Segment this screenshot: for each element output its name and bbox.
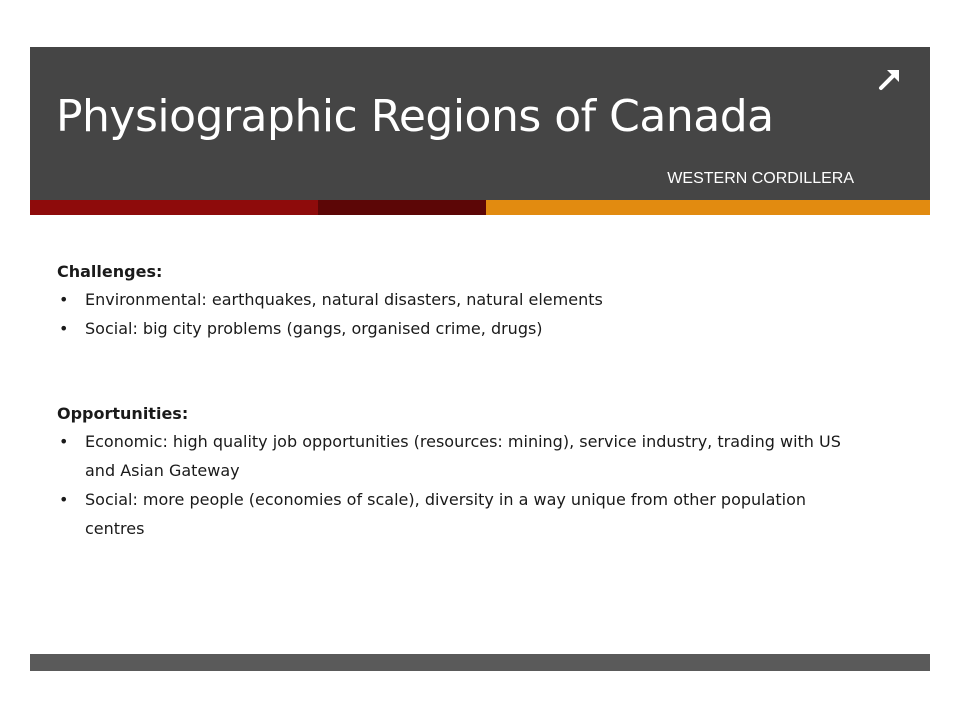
bullet-icon: • [59,432,69,451]
list-item [57,285,867,314]
opportunities-heading: Opportunities: [57,404,189,423]
slide-body [57,259,867,543]
accent-stripe-orange [486,200,930,215]
opportunities-list [57,427,867,543]
list-item [57,427,867,485]
bullet-icon: • [59,490,69,509]
list-item-text: Environmental: earthquakes, natural disasters, natural elements [85,290,603,309]
opportunities-section [57,401,867,543]
list-item-text: Social: big city problems (gangs, organised crime, drugs) [85,319,543,338]
list-item [57,314,867,343]
challenges-list [57,285,867,343]
slide-title: Physiographic Regions of Canada [56,91,774,142]
accent-stripe-dark-red [318,200,486,215]
challenges-section [57,259,867,343]
bullet-icon: • [59,319,69,338]
arrow-up-right-icon[interactable] [878,67,902,91]
bullet-icon: • [59,290,69,309]
list-item-text: Economic: high quality job opportunities (resources: mining), service industry, trading with US and Asian Gateway [85,432,841,480]
challenges-heading: Challenges: [57,262,163,281]
slide-header [30,47,930,200]
footer-bar [30,654,930,671]
slide-subtitle: WESTERN CORDILLERA [667,170,854,187]
accent-stripes [30,200,930,215]
section-spacer [57,343,867,401]
list-item-text: Social: more people (economies of scale), diversity in a way unique from other population centres [85,490,807,538]
list-item [57,485,867,543]
accent-stripe-red [30,200,318,215]
